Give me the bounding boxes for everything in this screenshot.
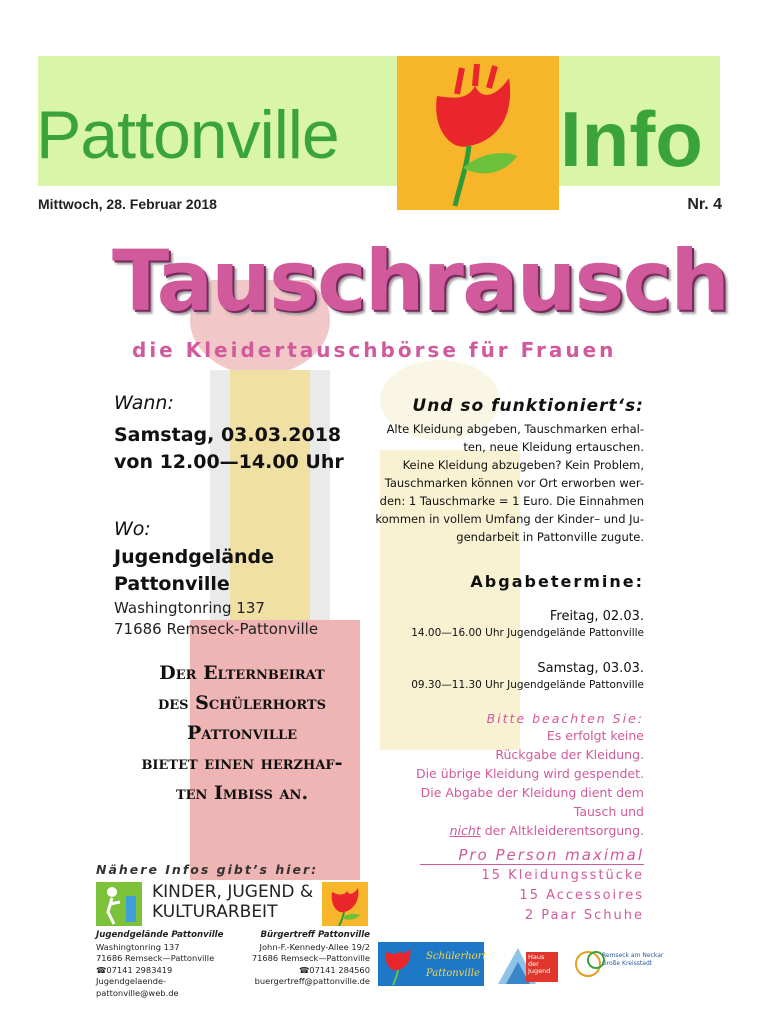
imbiss-line: bietet einen herzhaf- — [141, 752, 343, 774]
hort-name — [426, 948, 487, 982]
note-rest: der Altkleiderentsorgung. — [480, 823, 644, 838]
how-text — [368, 420, 644, 546]
note-line: Die Abgabe der Kleidung dient dem — [420, 785, 644, 800]
contact-email[interactable]: buergertreff@pattonville.de — [254, 976, 370, 987]
tulip-small-icon — [322, 882, 368, 926]
contact-heading: Jugendgelände Pattonville — [96, 930, 224, 940]
termin1-day: Freitag, 02.03. — [549, 609, 644, 624]
tulip-icon — [397, 56, 559, 210]
contact-line: 71686 Remseck—Pattonville — [251, 953, 370, 964]
hort-line2: Pattonville — [426, 968, 480, 979]
where-line2: Pattonville — [114, 573, 230, 595]
how-line: Tauschmarken können vor Ort erworben wer- — [384, 476, 644, 490]
contact-phone: ☎07141 2983419 — [96, 964, 173, 975]
contact-heading: Bürgertreff Pattonville — [260, 930, 370, 940]
note-line: Die übrige Kleidung wird gespendet. — [415, 766, 644, 781]
how-line: ten, neue Kleidung ertauschen. — [463, 440, 644, 454]
note-line-last — [368, 821, 644, 840]
when-label: Wann: — [114, 392, 174, 414]
where-line1: Jugendgelände — [114, 546, 275, 568]
max-item: 15 Kleidungsstücke — [481, 868, 644, 883]
kjk-line2: KULTURARBEIT — [152, 902, 278, 922]
hdj-line2: der — [528, 960, 539, 968]
schuelerhort-logo — [378, 942, 487, 986]
event-title: Tauschrausch — [112, 232, 729, 330]
contact-line: John-F.-Kennedy-Allee 19/2 — [259, 941, 370, 952]
kjk-line1: KINDER, JUGEND & — [152, 882, 314, 902]
remseck-line1: Remseck am Neckar — [602, 952, 664, 959]
haus-der-jugend-logo — [526, 952, 558, 982]
kjk-name — [152, 882, 313, 922]
note-title: Bitte beachten Sie: — [486, 711, 644, 726]
abgabe-title: Abgabetermine: — [470, 572, 644, 591]
brand-info: Info — [560, 95, 703, 183]
how-line: Keine Kleidung abzugeben? Kein Problem, — [402, 458, 644, 472]
imbiss-line: des Schülerhorts — [158, 692, 326, 714]
contact-jugendgelaende — [96, 930, 246, 1000]
how-line: kommen in vollem Umfang der Kinder– und Ju- — [375, 512, 644, 526]
termin2-time: 09.30—11.30 Uhr Jugendgelände Pattonville — [411, 679, 644, 691]
event-subtitle: die Kleidertauschbörse für Frauen — [132, 338, 617, 362]
where-label: Wo: — [114, 518, 151, 540]
contact-phone: ☎07141 284560 — [298, 964, 370, 975]
imbiss-notice — [108, 658, 376, 808]
termin2-day: Samstag, 03.03. — [537, 661, 644, 676]
kjk-logo-icon — [96, 882, 142, 926]
max-title: Pro Person maximal — [420, 846, 644, 865]
issue-number: Nr. 4 — [687, 196, 722, 213]
note-text — [368, 726, 644, 840]
hort-line1: Schülerhort — [426, 951, 487, 962]
remseck-line2: Große Kreisstadt — [602, 960, 653, 967]
imbiss-line: Pattonville — [186, 722, 298, 744]
max-list — [420, 866, 644, 926]
contact-buergertreff — [226, 930, 370, 988]
note-line: Es erfolgt keine — [546, 728, 644, 743]
when-time: von 12.00—14.00 Uhr — [114, 451, 344, 473]
when-date: Samstag, 03.03.2018 — [114, 424, 342, 446]
more-info-label: Nähere Infos gibt’s hier: — [96, 862, 319, 877]
how-line: gendarbeit in Pattonville zugute. — [456, 530, 644, 544]
max-item: 15 Accessoires — [519, 888, 644, 903]
partner-logos — [376, 942, 766, 986]
imbiss-line: ten Imbiss an. — [175, 782, 309, 804]
note-nicht: nicht — [449, 823, 481, 838]
brand-pattonville: Pattonville — [36, 97, 339, 173]
address-city: 71686 Remseck-Pattonville — [114, 620, 319, 638]
tulip-logo — [397, 56, 559, 210]
hdj-line1: Haus — [528, 953, 545, 961]
contact-line: 71686 Remseck—Pattonville — [96, 953, 215, 964]
note-line: Tausch und — [573, 804, 644, 819]
imbiss-line: Der Elternbeirat — [159, 662, 325, 684]
how-it-works — [368, 396, 644, 840]
how-title: Und so funktioniert‘s: — [412, 396, 644, 416]
contact-email[interactable]: Jugendgelaende-pattonville@web.de — [96, 976, 179, 998]
buergertreff-logo — [322, 882, 368, 926]
address-street: Washingtonring 137 — [114, 599, 265, 617]
hdj-line3: Jugend — [528, 967, 551, 975]
contact-line: Washingtonring 137 — [96, 941, 180, 952]
how-line: den: 1 Tauschmarke = 1 Euro. Die Einnahmen — [379, 494, 644, 508]
note-line: Rückgabe der Kleidung. — [495, 747, 644, 762]
termin1-time: 14.00—16.00 Uhr Jugendgelände Pattonville — [411, 627, 644, 639]
event-details — [114, 392, 364, 640]
hort-tulip-icon — [378, 942, 418, 986]
remseck-name — [602, 952, 663, 968]
max-item: 2 Paar Schuhe — [524, 908, 644, 923]
how-line: Alte Kleidung abgeben, Tauschmarken erhal- — [386, 422, 644, 436]
issue-date: Mittwoch, 28. Februar 2018 — [38, 196, 217, 212]
